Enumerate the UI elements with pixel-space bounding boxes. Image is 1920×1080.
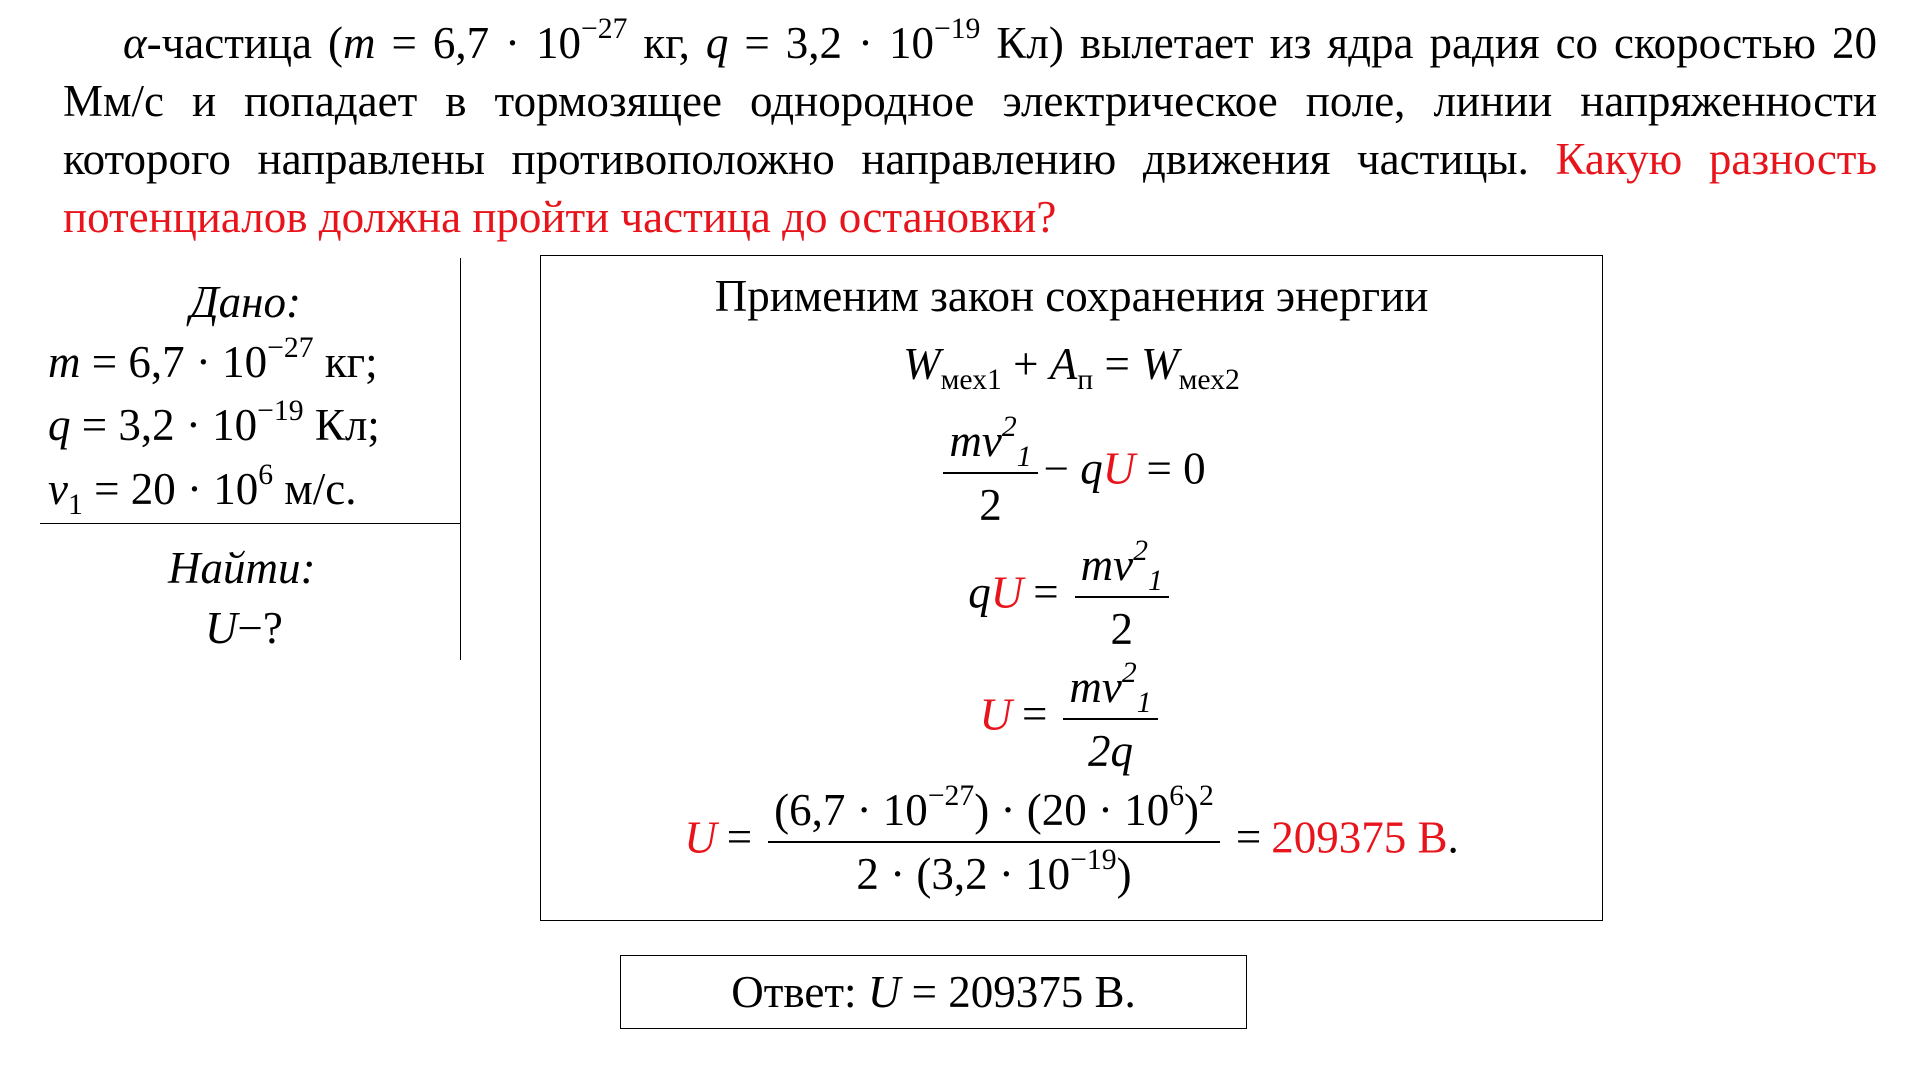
given-section [40,258,461,660]
find-unknown: U−? [205,603,283,653]
problem-question: Какую разность потенциалов должна пройти частица до остановки? [63,134,1877,242]
answer-box: Ответ: U = 209375 В. [620,955,1247,1029]
given-mass: $m = 6,7 \cdot 10^{-27}$ кг; [48,331,378,387]
given-charge: $q = 3,2 \cdot 10^{-19}$ Кл; [48,394,380,450]
fraction: $\frac{mv^2_1}{2q}$ [1063,660,1157,778]
solution-title: Применим закон сохранения энергии [714,271,1429,321]
result-value: 209375 В [1271,812,1448,863]
problem-statement: α-частица ($m = 6,7 \cdot 10^{-27}$ кг, $q = 3,2 \cdot 10^{-19}$ Кл) вылетает из ядра радия со скоростью 20 Мм/с и попадает в тормозящее однородное электрическое поле, линии напряженности которого направлены противоположно направлению движения частицы. Какую разность потенциалов должна пройти частица до остановки? [63,12,1877,242]
given-velocity: $v_1 = 20 \cdot 10^6$ м/с. [48,458,357,521]
equation-numeric-substitution: U = $\frac{(6,7 \cdot 10^{-27}) \cdot (20 \cdot 10^6)^2}{2 \cdot (3,2 \cdot 10^{-19})}$ = 209375 В. [684,779,1459,899]
fraction: $\frac{mv^2_1}{2}$ [1075,538,1169,656]
solution-box [540,255,1603,921]
energy-conservation-equation: $W_{мех1} + A_п = W_{мех2}$ [903,339,1240,396]
given-title: Дано: [190,277,301,327]
equation-step-3: qU = $\frac{mv^2_1}{2}$ [541,538,1602,656]
given-divider [40,523,460,524]
find-title: Найти: [168,543,316,593]
equation-step-2: $\frac{mv^2_1}{2}$ − qU = 0 [541,414,1602,532]
equation-step-4: U = $\frac{mv^2_1}{2q}$ [541,660,1602,778]
alpha-symbol: α [123,18,147,68]
fraction: $\frac{(6,7 \cdot 10^{-27}) \cdot (20 \cdot 10^6)^2}{2 \cdot (3,2 \cdot 10^{-19})}$ [768,783,1220,901]
fraction: $\frac{mv^2_1}{2}$ [943,414,1037,532]
